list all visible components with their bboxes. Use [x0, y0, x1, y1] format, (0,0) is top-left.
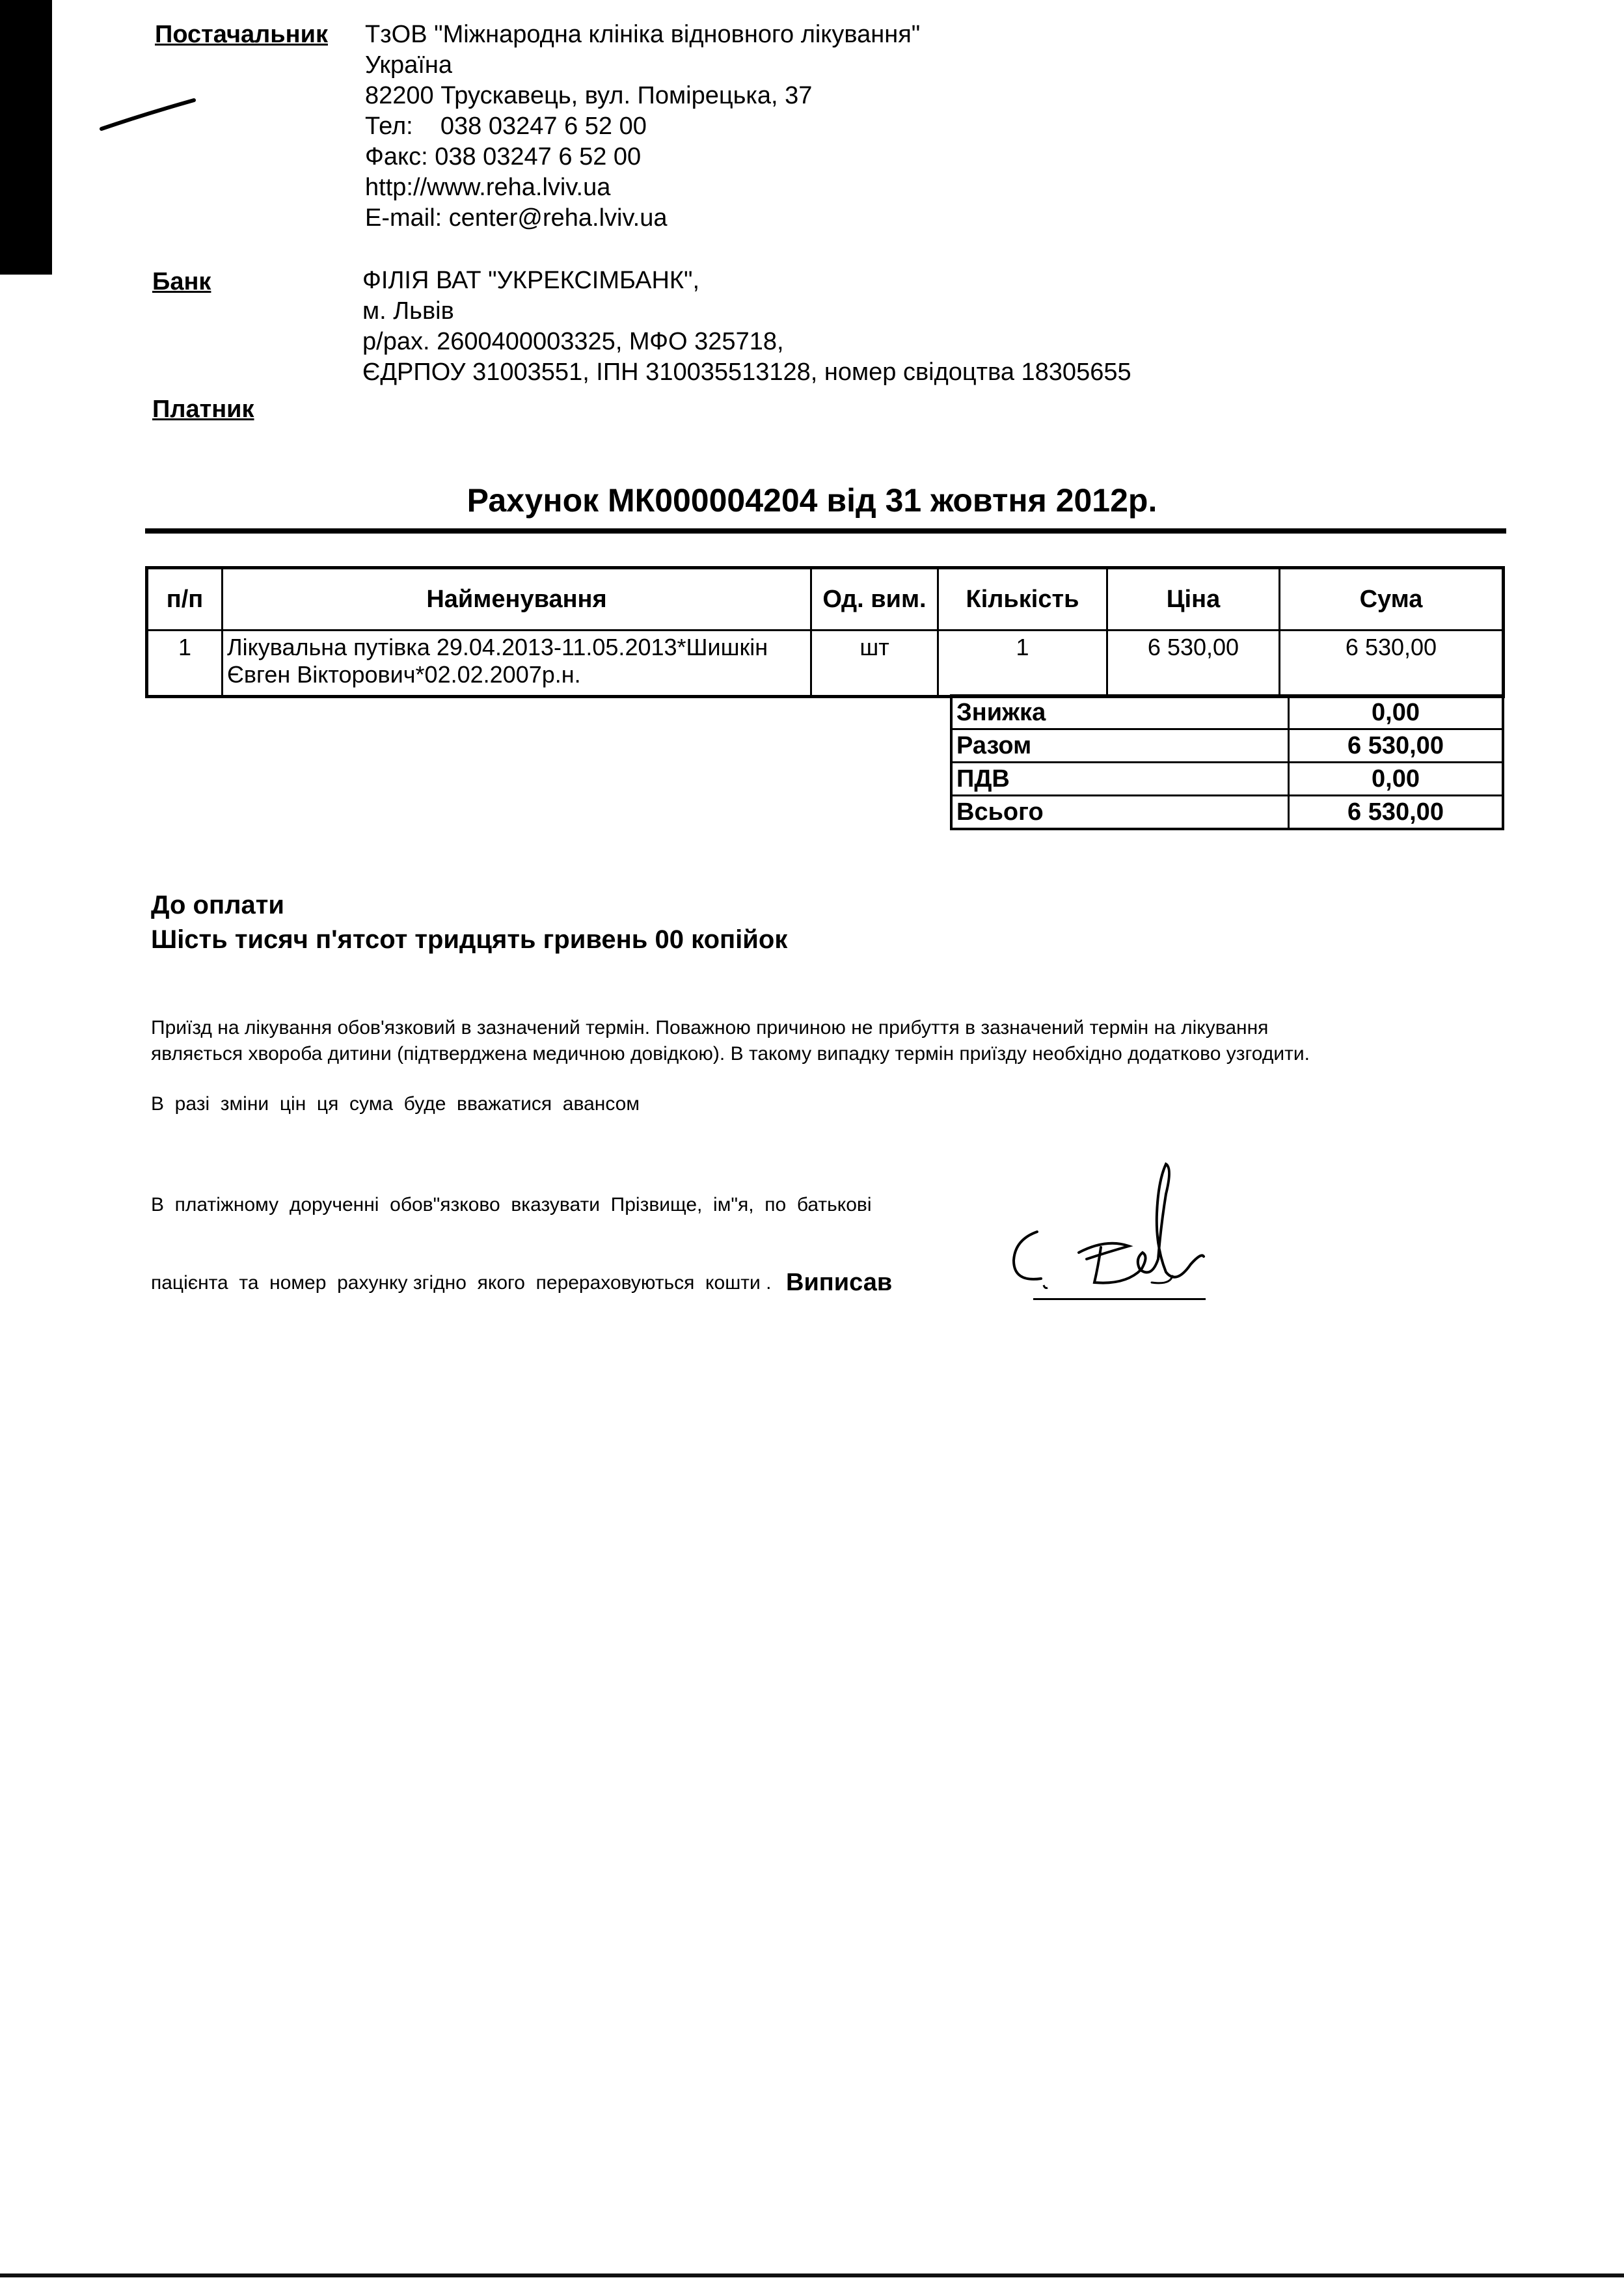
- vat-value: 0,00: [1289, 763, 1504, 796]
- row-name-line2: Євген Вікторович*02.02.2007р.н.: [227, 661, 581, 688]
- totals-table: [950, 694, 1504, 830]
- discount-label: Знижка: [951, 696, 1289, 729]
- total-label: Всього: [951, 796, 1289, 830]
- row-name-line1: Лікувальна путівка 29.04.2013-11.05.2013*Шишкін: [227, 634, 768, 660]
- handwritten-signature: [995, 1155, 1243, 1305]
- payment-order-note: [151, 1140, 871, 1322]
- bank-city: м. Львів: [362, 297, 454, 325]
- supplier-name: ТзОВ "Міжнародна клініка відновного лікування": [365, 21, 921, 48]
- row-number: 1: [147, 631, 223, 697]
- vat-label: ПДВ: [951, 763, 1289, 796]
- totals-row-discount: [951, 696, 1503, 729]
- totals-row-subtotal: [951, 729, 1503, 763]
- items-table: [145, 566, 1505, 698]
- signature-line: [1033, 1298, 1206, 1300]
- arrival-note: [151, 1015, 1310, 1067]
- row-unit: шт: [811, 631, 938, 697]
- col-header-number: п/п: [147, 568, 223, 631]
- col-header-unit: Од. вим.: [811, 568, 938, 631]
- col-header-price: Ціна: [1107, 568, 1280, 631]
- bank-block: [362, 265, 1131, 388]
- items-header-row: [147, 568, 1504, 631]
- bank-account: р/рах. 2600400003325, МФО 325718,: [362, 328, 784, 355]
- title-rule: [145, 528, 1506, 534]
- payer-label: Платник: [152, 396, 254, 423]
- bank-codes: ЄДРПОУ 31003551, ІПН 310035513128, номер свідоцтва 18305655: [362, 359, 1131, 386]
- pen-stroke-mark: [98, 91, 202, 137]
- bank-label: Банк: [152, 268, 211, 295]
- bank-name: ФІЛІЯ ВАТ "УКРЕКСІМБАНК",: [362, 267, 700, 294]
- subtotal-label: Разом: [951, 729, 1289, 763]
- supplier-label: Постачальник: [155, 21, 328, 48]
- totals-row-total: [951, 796, 1503, 830]
- price-change-note: В разі зміни цін ця сума буде вважатися авансом: [151, 1093, 640, 1115]
- col-header-name: Найменування: [223, 568, 811, 631]
- total-value: 6 530,00: [1289, 796, 1504, 830]
- supplier-block: [365, 20, 920, 234]
- discount-value: 0,00: [1289, 696, 1504, 729]
- payment-order-note-line2: пацієнта та номер рахунку згідно якого перераховуються кошти .: [151, 1272, 772, 1294]
- supplier-fax: Факс: 038 03247 6 52 00: [365, 143, 642, 170]
- payment-block: [151, 888, 787, 957]
- row-quantity: 1: [938, 631, 1107, 697]
- invoice-title: Рахунок МК000004204 від 31 жовтня 2012р.: [467, 482, 1157, 519]
- col-header-sum: Сума: [1280, 568, 1504, 631]
- row-price: 6 530,00: [1107, 631, 1280, 697]
- payment-label: До оплати: [151, 891, 284, 919]
- totals-row-vat: [951, 763, 1503, 796]
- supplier-phone: Тел: 038 03247 6 52 00: [365, 113, 647, 140]
- table-row: [147, 631, 1504, 697]
- row-name: [223, 631, 811, 697]
- payment-order-note-line1: В платіжному дорученні обов"язково вказувати Прізвище, ім"я, по батькові: [151, 1194, 872, 1215]
- col-header-quantity: Кількість: [938, 568, 1107, 631]
- payment-amount-words: Шість тисяч п'ятсот тридцять гривень 00 копійок: [151, 925, 788, 954]
- subtotal-value: 6 530,00: [1289, 729, 1504, 763]
- supplier-country: Україна: [365, 51, 453, 79]
- supplier-website: http://www.reha.lviv.ua: [365, 174, 611, 201]
- signed-by-label: Виписав: [786, 1269, 893, 1296]
- scan-edge-mark: [0, 0, 52, 275]
- supplier-email: E-mail: center@reha.lviv.ua: [365, 204, 668, 232]
- scan-bottom-edge: [0, 2273, 1624, 2277]
- arrival-note-line2: являється хвороба дитини (підтверджена медичною довідкою). В такому випадку термін приїзду необхідно додатково узгодити.: [151, 1043, 1310, 1065]
- row-sum: 6 530,00: [1280, 631, 1504, 697]
- supplier-address: 82200 Трускавець, вул. Помірецька, 37: [365, 82, 813, 109]
- arrival-note-line1: Приїзд на лікування обов'язковий в зазначений термін. Поважною причиною не прибуття в зазначений термін на лікування: [151, 1017, 1269, 1038]
